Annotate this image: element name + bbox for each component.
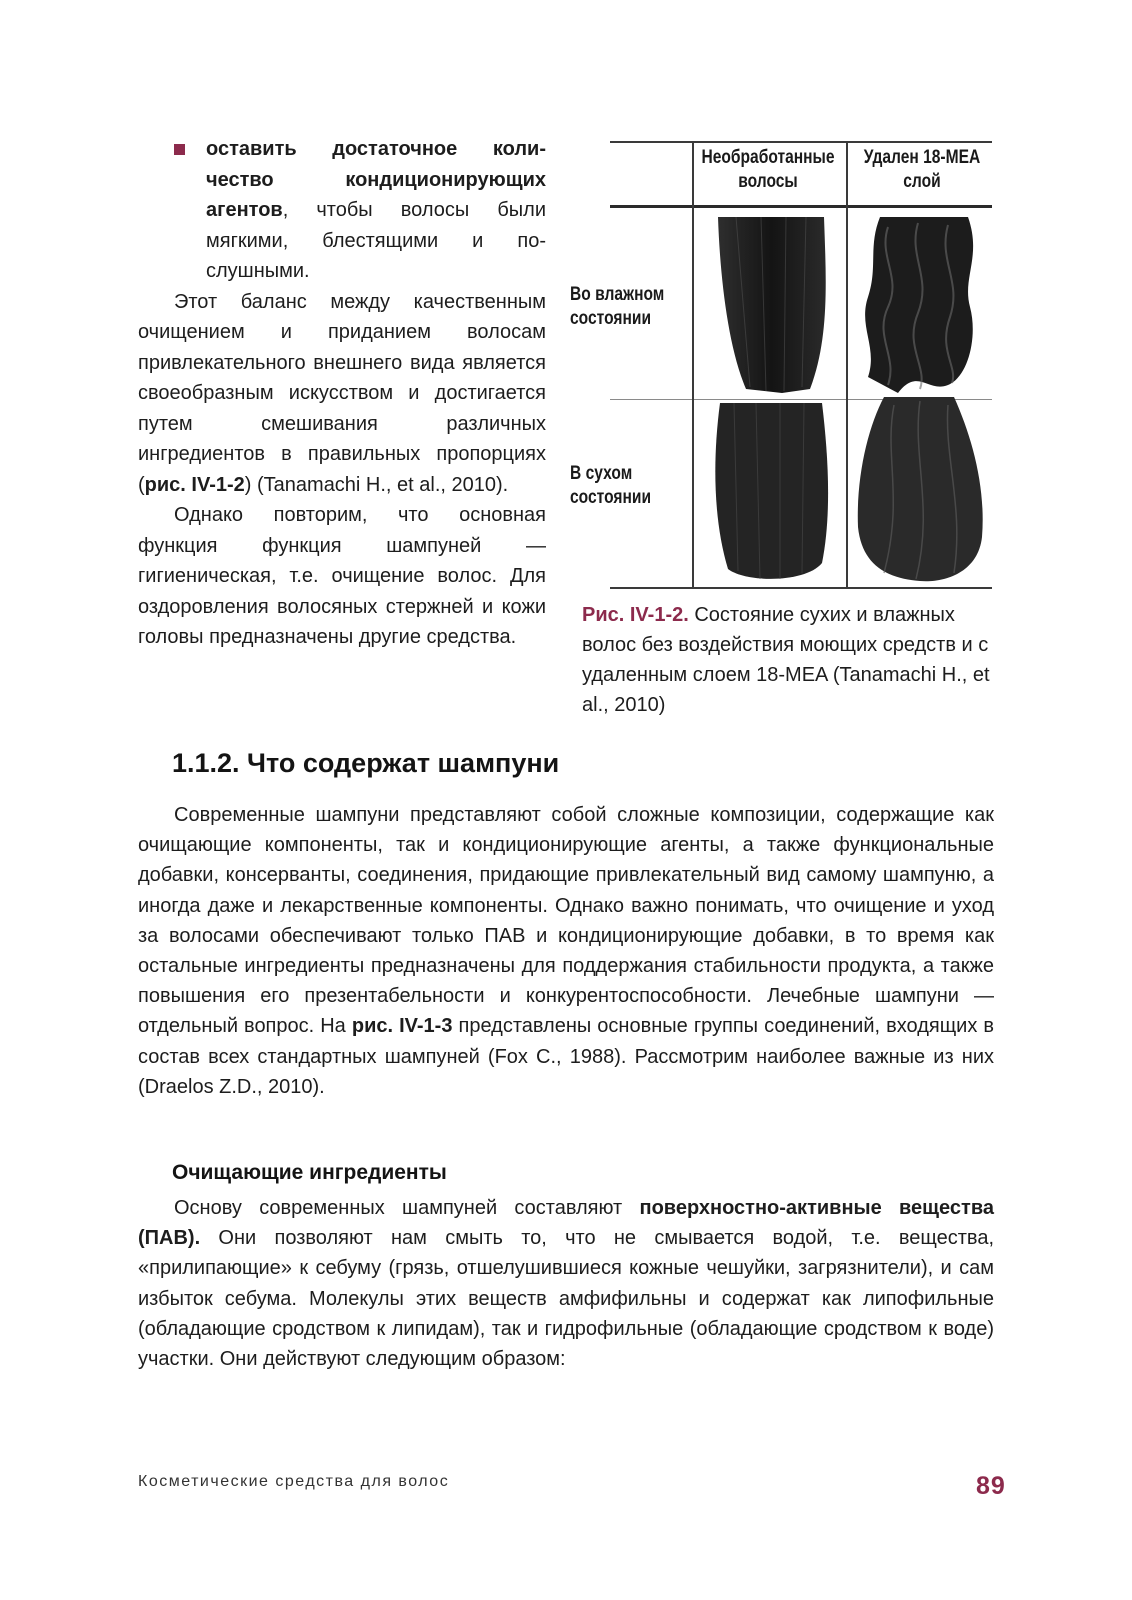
bold-term: поверхностно-активные вещества (ПАВ). — [138, 1197, 994, 1250]
section-title: 1.1.2. Что содержат шампуни — [172, 748, 560, 778]
bullet-text: , чтобы волосы были мягкими, блестящими и послушными. — [206, 199, 546, 282]
figure-caption-label: Рис. IV-1-2. — [582, 604, 689, 626]
paragraph-text: Современные шампуни представляют собой сложные композиции, содержащие как очищающие компоненты, так и кондиционирующие агенты, а также функциональные добавки, консерванты, соединения, придающие привлекательный вид самому шампуню, а иногда даже и лекарственные компоненты. Однако важно понимать, что очищение и уход за волосами обеспечивают только ПАВ и кондиционирующие добавки, в то время как остальные ингредиенты предназначены для поддержания стабильности продукта, а также повышения его презентабельности и конкурентоспособности. Лечебные шампуни — отдельный вопрос. На — [138, 804, 994, 1038]
figure-table — [610, 141, 992, 589]
page-number: 89 — [976, 1472, 1006, 1500]
untreated-wet-hair-image — [706, 217, 838, 395]
table-rule — [610, 205, 992, 208]
row-label-wet: Во влажном состоянии — [570, 284, 665, 329]
paragraph — [138, 287, 546, 501]
removed-layer-wet-hair-image — [858, 217, 986, 395]
column-header-untreated: Необработанные волосы — [701, 147, 835, 192]
paragraph-text: Этот баланс между качественным очищением и приданием волосам привлекательного внешнего вида является своеобразным искусством и достигается путем смешивания различных ингредиентов в правильных пропорциях ( — [138, 290, 546, 496]
running-footer: Косметические средства для волос — [138, 1473, 450, 1490]
figure-caption — [582, 600, 1002, 720]
untreated-dry-hair-image — [706, 403, 838, 583]
removed-layer-dry-hair-image — [854, 397, 988, 585]
table-rule — [610, 587, 992, 589]
paragraph-text-tail: представлены основные группы соединений, входящих в состав всех стандартных шампуней (Fox C., 1988). Рассмотрим наиболее важные из них (Draelos Z.D., 2010). — [138, 1015, 995, 1098]
table-column-rule — [692, 141, 694, 589]
paragraph-text-tail: ) (Tanamachi H., et al., 2010). — [244, 473, 509, 496]
paragraph: Однако повторим, что основная функция функция шампуней — гигиеническая, т.е. очищение волос. Для оздоровления волосяных стержней и кожи головы предназначены другие средства. — [138, 504, 546, 648]
paragraph-text-tail: Они позволяют нам смыть то, что не смывается водой, т.е. вещества, «прилипающие» к себуму (грязь, отшелушившиеся кожные чешуйки, загрязнители), и сам избыток себума. Молекулы этих веществ амфифильны и содержат как липофильные (обладающие сродством к липидам), так и гидрофильные (обладающие сродством к воде) участки. Они действуют следующим образом: — [138, 1227, 994, 1371]
table-rule — [610, 141, 992, 143]
section-paragraph — [138, 800, 994, 1102]
paragraph-text: Основу современных шампуней составляют — [174, 1197, 640, 1219]
subheading: Очищающие ингредиенты — [172, 1161, 447, 1184]
figure-caption-text: Состояние сухих и влажных волос без воздействия моющих средств и с удаленным слоем 18-MEA (Tanamachi H., et al., 2010) — [582, 604, 990, 716]
paragraph — [138, 1193, 994, 1374]
table-column-rule — [846, 141, 848, 589]
paragraph — [138, 800, 994, 1102]
column-header-18mea-removed: Удален 18-MEA слой — [863, 147, 981, 192]
figure-reference: рис. IV-1-2 — [144, 473, 245, 496]
figure-reference: рис. IV-1-3 — [351, 1015, 453, 1038]
square-bullet-icon — [174, 144, 185, 155]
bullet-item — [138, 134, 546, 287]
bullet-bold-text: оставить достаточное количество кондиционирующих агентов — [206, 138, 546, 221]
section-paragraph — [138, 1193, 994, 1374]
row-label-dry: В сухом состоянии — [570, 463, 652, 508]
left-column — [138, 134, 546, 653]
